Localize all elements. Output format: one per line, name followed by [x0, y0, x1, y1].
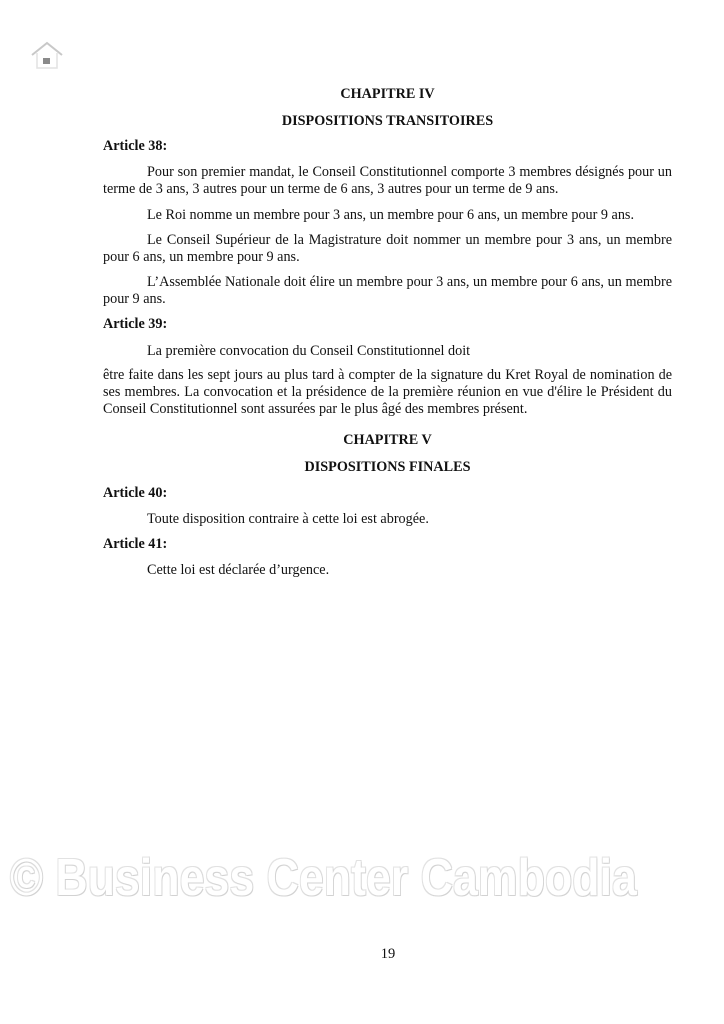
article-39-paragraph-1: La première convocation du Conseil Constitutionnel doit: [147, 343, 471, 359]
article-39-title: Article 39:: [103, 316, 168, 332]
page-number: 19: [380, 946, 396, 962]
article-38-paragraph-4: L’Assemblée Nationale doit élire un membre pour 3 ans, un membre pour 6 ans, un membre pour 9 ans.: [103, 274, 672, 307]
article-41-title: Article 41:: [103, 536, 168, 552]
article-41-paragraph-1: Cette loi est déclarée d’urgence.: [147, 562, 330, 578]
article-38-paragraph-3: Le Conseil Supérieur de la Magistrature doit nommer un membre pour 3 ans, un membre pour 6 ans, un membre pour 9 ans.: [103, 232, 672, 265]
chapter-5-title: CHAPITRE V: [343, 432, 432, 448]
chapter-4-subtitle: DISPOSITIONS TRANSITOIRES: [281, 113, 494, 129]
article-38-title: Article 38:: [103, 138, 168, 154]
article-40-title: Article 40:: [103, 485, 168, 501]
article-38-paragraph-2: Le Roi nomme un membre pour 3 ans, un membre pour 6 ans, un membre pour 9 ans.: [147, 207, 635, 223]
chapter-5-subtitle: DISPOSITIONS FINALES: [304, 459, 471, 475]
document-body: [103, 86, 672, 579]
chapter-4-title: CHAPITRE IV: [340, 86, 435, 102]
watermark: © Business Center Cambodia: [10, 849, 637, 907]
article-39-paragraph-2: être faite dans les sept jours au plus tard à compter de la signature du Kret Royal de nomination de ses membres. La convocation et la présidence de la première réunion en vue d'élire le Président du Conseil Constitutionnel sont assurées par le plus âgé des membres présent.: [103, 367, 672, 417]
article-40-paragraph-1: Toute disposition contraire à cette loi est abrogée.: [147, 511, 429, 527]
home-icon[interactable]: [30, 40, 64, 72]
article-38-paragraph-1: Pour son premier mandat, le Conseil Constitutionnel comporte 3 membres désignés pour un terme de 3 ans, 3 autres pour un terme de 6 ans, 3 autres pour un terme de 9 ans.: [103, 164, 672, 197]
